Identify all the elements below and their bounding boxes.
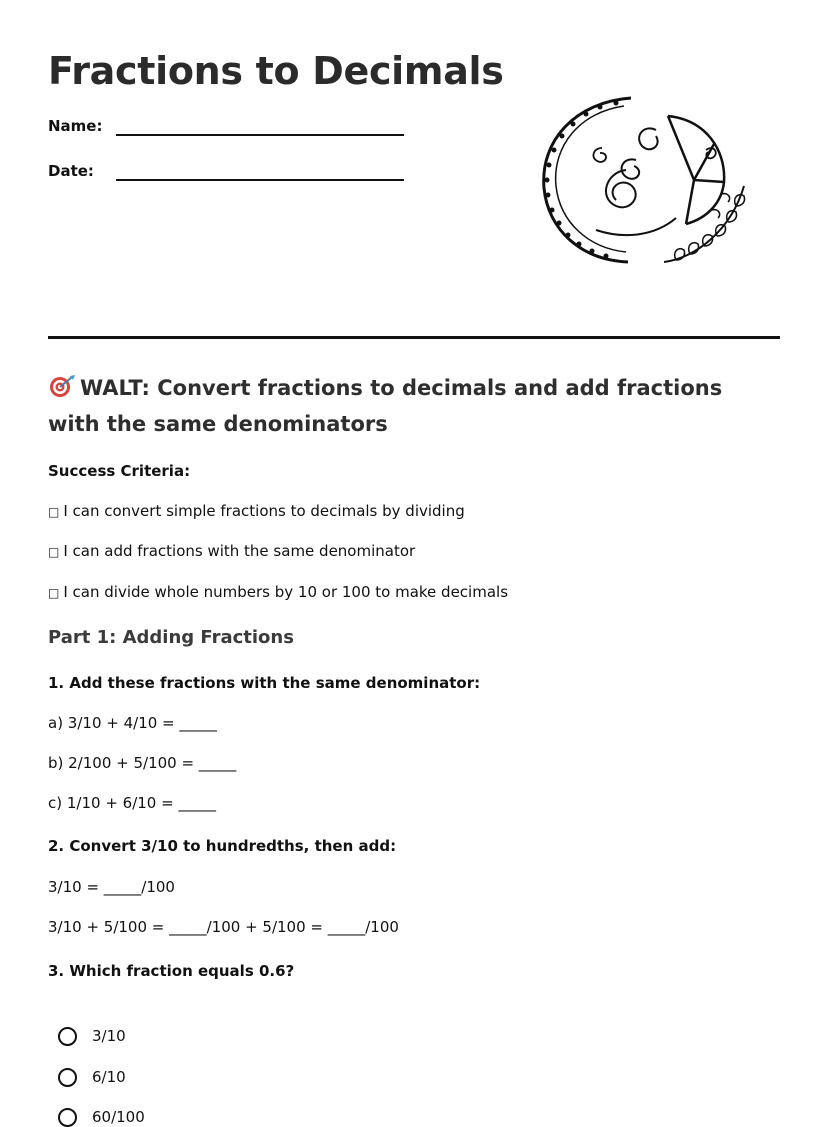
walt-heading — [48, 370, 780, 442]
option-label: 3/10 — [92, 1027, 126, 1045]
checkbox-icon[interactable]: □ — [48, 545, 60, 559]
question-3-option[interactable] — [58, 1107, 145, 1127]
option-label: 60/100 — [92, 1108, 145, 1126]
option-label: 6/10 — [92, 1068, 126, 1086]
date-label: Date: — [48, 162, 94, 180]
question-3-prompt: 3. Which fraction equals 0.6? — [48, 962, 295, 980]
success-criteria-heading: Success Criteria: — [48, 462, 191, 480]
radio-button[interactable] — [58, 1108, 77, 1127]
question-1a[interactable]: a) 3/10 + 4/10 = _____ — [48, 714, 217, 732]
criterion-text: I can convert simple fractions to decimals by dividing — [63, 502, 465, 520]
question-1-prompt: 1. Add these fractions with the same denominator: — [48, 674, 481, 692]
checkbox-icon[interactable]: □ — [48, 586, 60, 600]
success-criterion-item[interactable] — [48, 501, 465, 522]
worksheet-title: Fractions to Decimals — [48, 49, 504, 93]
checkbox-icon[interactable]: □ — [48, 505, 60, 519]
part1-heading: Part 1: Adding Fractions — [48, 627, 294, 648]
walt-text: WALT: Convert fractions to decimals and add fractions with the same denominators — [48, 376, 723, 436]
name-input-line[interactable] — [116, 120, 404, 136]
fraction-pie-emblem-icon — [536, 90, 752, 270]
success-criterion-item[interactable] — [48, 541, 415, 562]
question-2-line-1[interactable]: 3/10 = _____/100 — [48, 878, 175, 896]
date-field[interactable] — [48, 161, 404, 181]
question-3-option[interactable] — [58, 1067, 126, 1087]
success-criterion-item[interactable] — [48, 582, 508, 603]
question-1b[interactable]: b) 2/100 + 5/100 = _____ — [48, 754, 237, 772]
question-3-option[interactable] — [58, 1026, 126, 1046]
question-2-prompt: 2. Convert 3/10 to hundredths, then add: — [48, 837, 397, 855]
radio-button[interactable] — [58, 1068, 77, 1087]
header-divider — [48, 336, 780, 339]
criterion-text: I can add fractions with the same denominator — [63, 542, 416, 560]
name-label: Name: — [48, 117, 103, 135]
name-field[interactable] — [48, 116, 404, 136]
target-dart-icon — [48, 374, 76, 398]
criterion-text: I can divide whole numbers by 10 or 100 to make decimals — [63, 583, 509, 601]
radio-button[interactable] — [58, 1027, 77, 1046]
date-input-line[interactable] — [116, 165, 404, 181]
question-1c[interactable]: c) 1/10 + 6/10 = _____ — [48, 794, 216, 812]
question-2-line-2[interactable]: 3/10 + 5/100 = _____/100 + 5/100 = _____/100 — [48, 918, 399, 936]
